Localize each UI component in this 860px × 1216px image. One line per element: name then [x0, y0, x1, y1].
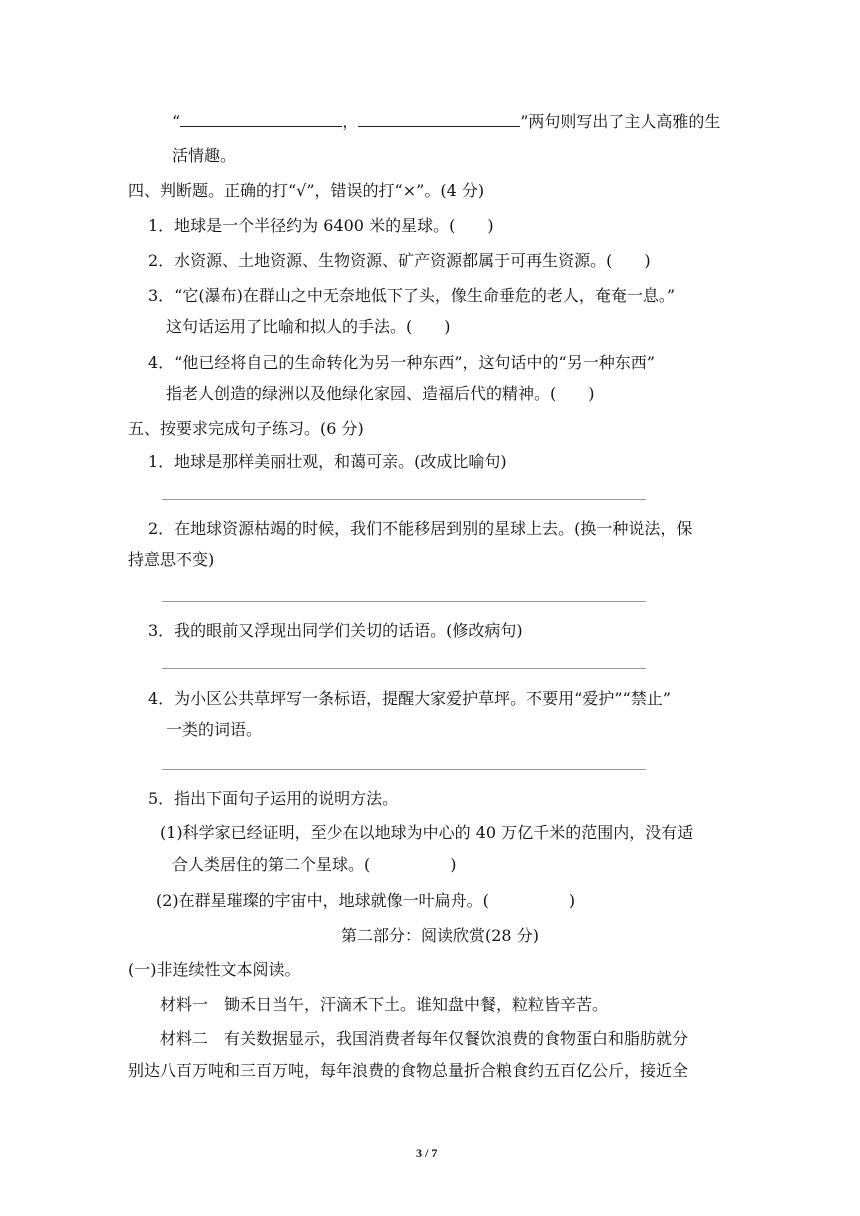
page-number: 3 / 7 [416, 1146, 438, 1160]
question-5-3: 3．我的眼前又浮现出同学们关切的话语。(修改病句) [148, 621, 523, 640]
text-line: 活情趣。 [172, 146, 237, 165]
material-1: 材料一 锄禾日当午，汗滴禾下土。谁知盘中餐，粒粒皆辛苦。 [160, 995, 609, 1014]
material-2-cont: 别达八百万吨和三百万吨，每年浪费的食物总量折合粮食约五百亿公斤，接近全 [128, 1061, 689, 1080]
question-5-5: 5．指出下面句子运用的说明方法。 [148, 789, 399, 808]
question-5-1: 1．地球是那样美丽壮观，和蔼可亲。(改成比喻句) [148, 452, 507, 471]
question-4-2: 2．水资源、土地资源、生物资源、矿产资源都属于可再生资源。( ) [148, 251, 651, 270]
answer-blank-1[interactable] [180, 110, 342, 127]
question-5-5-1-cont: 合人类居住的第二个星球。( ) [172, 855, 457, 874]
question-5-2-cont: 持意思不变) [128, 550, 215, 569]
answer-line-1[interactable] [162, 499, 646, 500]
line-tail: ”两句则写出了主人高雅的生 [520, 112, 721, 131]
answer-line-2[interactable] [162, 601, 646, 602]
material-2: 材料二 有关数据显示，我国消费者每年仅餐饮浪费的食物蛋白和脂肪就分 [160, 1029, 689, 1048]
question-5-5-2: (2)在群星璀璨的宇宙中，地球就像一叶扁舟。( ) [156, 891, 576, 910]
question-4-4: 4．“他已经将自己的生命转化为另一种东西”，这句话中的“另一种东西” [148, 353, 655, 372]
question-5-5-1: (1)科学家已经证明，至少在以地球为中心的 40 万亿千米的范围内，没有适 [160, 823, 694, 842]
question-5-4: 4．为小区公共草坪写一条标语，提醒大家爱护草坪。不要用“爱护”“禁止” [148, 689, 671, 708]
section-5-title: 五、按要求完成句子练习。(6 分) [128, 419, 364, 438]
part-2-title: 第二部分：阅读欣赏(28 分) [341, 926, 539, 945]
answer-blank-2[interactable] [358, 110, 520, 127]
answer-line-4[interactable] [162, 769, 646, 770]
question-5-2: 2．在地球资源枯竭的时候，我们不能移居到别的星球上去。(换一种说法，保 [148, 519, 693, 538]
question-4-4-cont: 指老人创造的绿洲以及他绿化家园、造福后代的精神。( ) [166, 384, 595, 403]
question-4-3-cont: 这句话运用了比喻和拟人的手法。( ) [166, 317, 451, 336]
question-4-1: 1．地球是一个半径约为 6400 米的星球。( ) [148, 216, 494, 235]
reading-1-title: (一)非连续性文本阅读。 [128, 960, 301, 979]
question-5-4-cont: 一类的词语。 [166, 720, 263, 739]
section-4-title: 四、判断题。正确的打“√”，错误的打“×”。(4 分) [128, 181, 485, 200]
question-4-3: 3．“它(瀑布)在群山之中无奈地低下了头，像生命垂危的老人，奄奄一息。” [148, 286, 676, 305]
comma: ， [342, 112, 359, 131]
open-quote: “ [172, 112, 181, 131]
fill-blank-line [172, 110, 720, 133]
answer-line-3[interactable] [162, 668, 646, 669]
